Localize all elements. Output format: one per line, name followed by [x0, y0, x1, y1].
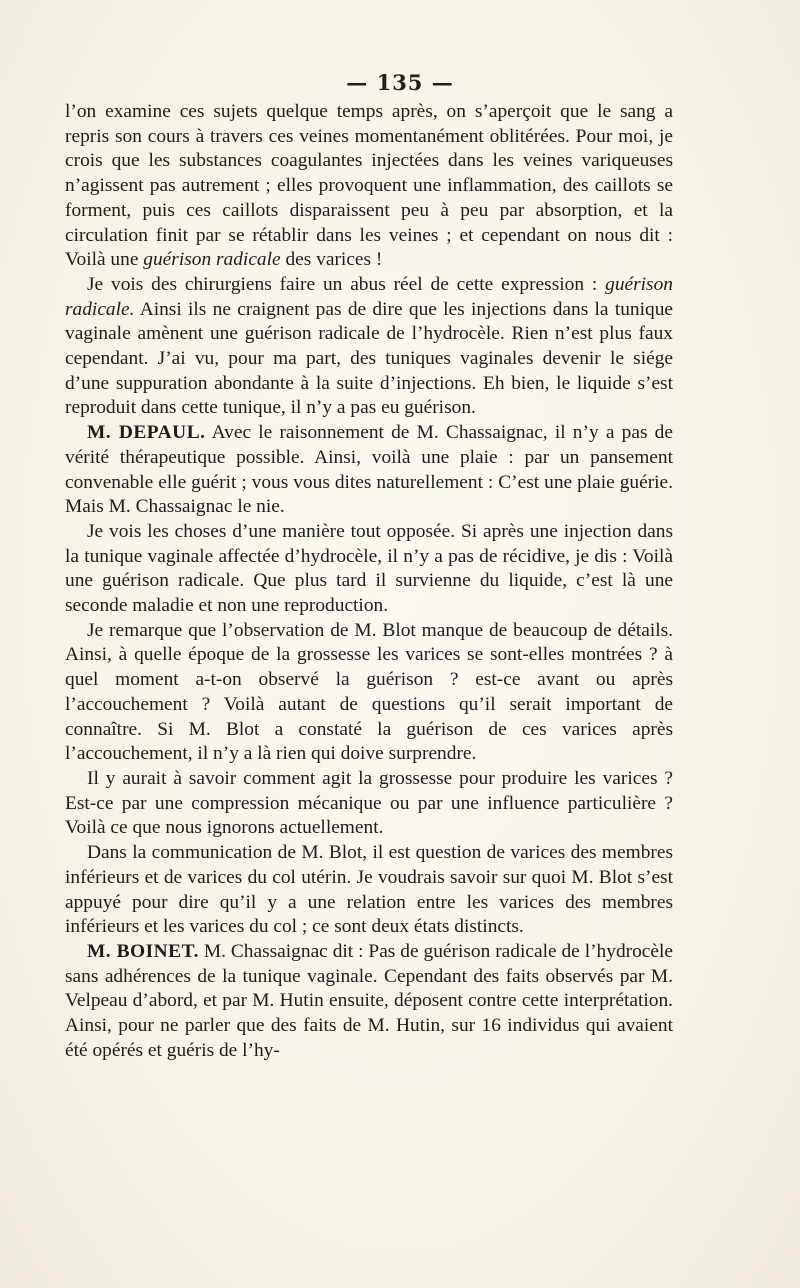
text-segment: Je remarque que l’observation de M. Blot manque de beaucoup de détails. Ainsi, à quelle époque de la grossesse les varices se sont-elles montrées ? à quel moment a-t-on observé la guérison ? est-ce avant ou après l’accouchement ? Voilà autant de questions qu’il serait important de connaître. Si M. Blot a constaté la guérison de ces varices après l’accouchement, il n’y a là rien qui doive surprendre.: [65, 619, 673, 765]
paragraph-4: [65, 520, 673, 619]
text-segment: Ainsi ils ne craignent pas de dire que les injections dans la tunique vaginale amènent une guérison radicale de l’hydrocèle. Rien n’est plus faux cependant. J’ai vu, pour ma part, des tuniques vaginales devenir le siége d’une suppuration abondante à la suite d’injections. Eh bien, le liquide s’est reproduit dans cette tunique, il n’y a pas eu guérison.: [65, 298, 673, 419]
speaker-name: M. BOINET.: [87, 940, 199, 962]
paragraph-8: [65, 940, 673, 1064]
paragraph-6: [65, 767, 673, 841]
text-segment: Dans la communication de M. Blot, il est question de varices des membres inférieurs et de varices du col utérin. Je voudrais savoir sur quoi M. Blot s’est appuyé pour dire qu’il y a une relation entre les varices des membres inférieurs et les varices du col ; ce sont deux états distincts.: [65, 842, 673, 938]
italic-phrase: guérison radicale.: [65, 273, 673, 320]
paragraph-3: [65, 421, 673, 520]
page-number: — 135 —: [346, 70, 454, 95]
paragraph-1: [65, 100, 673, 273]
text-segment: l’on examine ces sujets quelque temps après, on s’aperçoit que le sang a repris son cours à travers ces veines momentanément oblitérées. Pour moi, je crois que les substances coagulantes injectées dans les veines variqueuses n’agissent pas autrement ; elles provoquent une inflammation, des caillots se forment, puis ces caillots disparaissent peu à peu par absorption, et la circulation finit par se rétablir dans les veines ; et cependant on nous dit : Voilà une: [65, 101, 673, 271]
paragraph-2: [65, 273, 673, 421]
text-segment: Avec le raisonnement de M. Chassaignac, il n’y a pas de vérité thérapeutique possible. Ainsi, voilà une plaie : par un pansement convenable elle guérit ; vous vous dites naturellement : C’est une plaie guérie. Mais M. Chassaignac le nie.: [65, 422, 673, 518]
paragraph-5: [65, 619, 673, 767]
body-text: [65, 100, 673, 1063]
text-segment: Je vois des chirurgiens faire un abus réel de cette expression :: [87, 273, 606, 295]
text-segment: Il y aurait à savoir comment agit la grossesse pour produire les varices ? Est-ce par une compression mécanique ou par une influence particulière ? Voilà ce que nous ignorons actuellement.: [65, 767, 673, 839]
text-segment: M. Chassaignac dit : Pas de guérison radicale de l’hydrocèle sans adhérences de la tunique vaginale. Cependant des faits observés par M. Velpeau d’abord, et par M. Hutin ensuite, déposent contre cette interprétation. Ainsi, pour ne parler que des faits de M. Hutin, sur 16 individus qui avaient été opérés et guéris de l’hy-: [65, 940, 673, 1061]
text-segment: Je vois les choses d’une manière tout opposée. Si après une injection dans la tunique vaginale affectée d’hydrocèle, il n’y a pas de récidive, je dis : Voilà une guérison radicale. Que plus tard il survienne du liquide, c’est là une seconde maladie et non une reproduction.: [65, 520, 673, 617]
paragraph-7: [65, 841, 673, 940]
speaker-name: M. DEPAUL.: [87, 422, 206, 444]
text-segment: des varices !: [280, 249, 383, 271]
italic-phrase: guérison radicale: [143, 249, 281, 271]
